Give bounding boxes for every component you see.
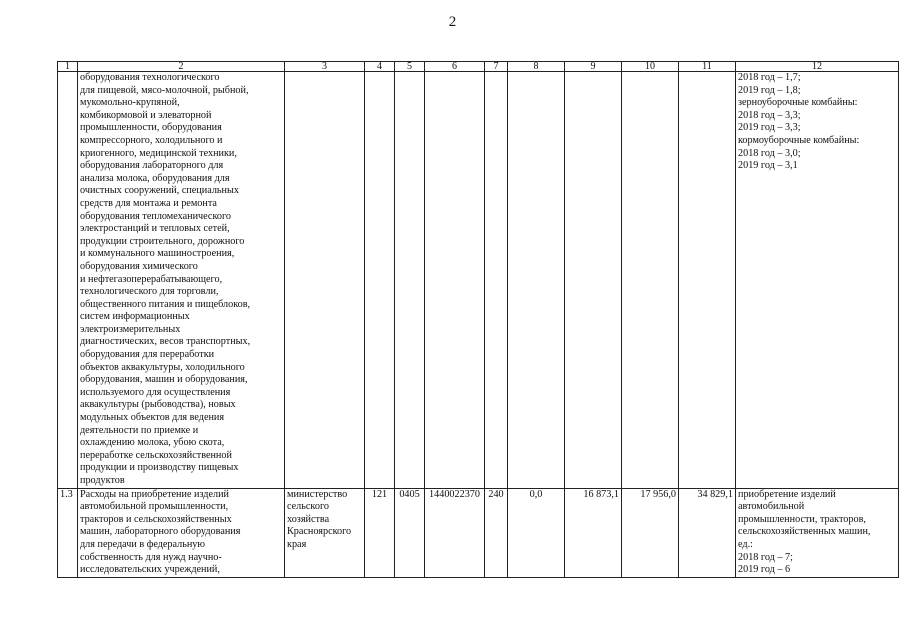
text-line: объектов аквакультуры, холодильного xyxy=(80,361,245,373)
text-line: Красноярского xyxy=(287,526,352,538)
text-line: собственность для нужд научно- xyxy=(80,551,222,563)
text-line: автомобильной промышленности, xyxy=(80,501,229,513)
text-line: комбикормовой и элеваторной xyxy=(80,109,212,121)
text-line: модульных объектов для ведения xyxy=(80,412,225,424)
header-cell: 2 xyxy=(78,62,285,72)
page-number: 2 xyxy=(448,14,457,30)
text-line: 2018 год – 1,7; xyxy=(738,72,801,83)
text-line: исследовательских учреждений, xyxy=(80,564,220,576)
header-cell: 1 xyxy=(58,62,78,72)
text-line: средств для монтажа и ремонта xyxy=(80,197,217,209)
text-line: промышленности, оборудования xyxy=(80,122,222,134)
text-line: края xyxy=(287,538,307,550)
text-line: электроизмерительных xyxy=(80,323,181,335)
text-line: очистных сооружений, специальных xyxy=(80,185,239,197)
text-line: переработке сельскохозяйственной xyxy=(80,449,232,461)
text-line: кормоуборочные комбайны: xyxy=(738,134,860,146)
text-line: оборудования лабораторного для xyxy=(80,160,224,172)
text-line: зерноуборочные комбайны: xyxy=(738,97,858,109)
text-line: используемого для осуществления xyxy=(80,386,231,398)
text-line: и нефтегазоперерабатывающего, xyxy=(80,273,223,285)
rzpr-code: 0405 xyxy=(395,488,425,577)
text-line: автомобильной xyxy=(738,501,805,513)
header-cell: 5 xyxy=(395,62,425,72)
text-line: для пищевой, мясо-молочной, рыбной, xyxy=(80,84,249,96)
text-line: диагностических, весов транспортных, xyxy=(80,336,251,348)
text-line: технологического для торговли, xyxy=(80,286,219,298)
text-line: 2019 год – 3,3; xyxy=(738,122,801,134)
value-col11: 34 829,1 xyxy=(679,488,736,577)
text-line: продуктов xyxy=(80,475,125,486)
text-line: продукции и производству пищевых xyxy=(80,462,239,474)
value-col8: 0,0 xyxy=(508,488,565,577)
header-cell: 4 xyxy=(365,62,395,72)
row-number: 1.3 xyxy=(58,488,78,577)
text-line: сельскохозяйственных машин, xyxy=(738,526,871,538)
text-line: 2018 год – 3,0; xyxy=(738,147,801,159)
text-line: для передачи в федеральную xyxy=(80,538,206,550)
text-line: хозяйства xyxy=(287,513,330,525)
header-cell: 12 xyxy=(736,62,899,72)
text-line: оборудования тепломеханического xyxy=(80,210,231,222)
row-executor xyxy=(285,488,365,577)
text-line: приобретение изделий xyxy=(738,488,836,500)
text-line: 2019 год – 1,8; xyxy=(738,84,801,96)
budget-table xyxy=(57,61,899,578)
header-cell: 3 xyxy=(285,62,365,72)
text-line: компрессорного, холодильного и xyxy=(80,134,223,146)
text-line: аквакультуры (рыбоводства), новых xyxy=(80,399,236,411)
row-name xyxy=(78,488,285,577)
text-line: машин, лабораторного оборудования xyxy=(80,526,241,538)
text-line: промышленности, тракторов, xyxy=(738,513,866,525)
text-line: 2018 год – 3,3; xyxy=(738,109,801,121)
text-line: оборудования химического xyxy=(80,260,198,272)
text-line: 2019 год – 6 xyxy=(738,564,791,576)
continued-row xyxy=(58,72,899,489)
header-cell: 11 xyxy=(679,62,736,72)
header-cell: 9 xyxy=(565,62,622,72)
value-col10: 17 956,0 xyxy=(622,488,679,577)
csr-code: 1440022370 xyxy=(425,488,485,577)
text-line: оборудования для переработки xyxy=(80,349,215,361)
text-line: и коммунального машиностроения, xyxy=(80,248,235,260)
text-line: 2019 год – 3,1 xyxy=(738,160,798,172)
header-cell: 8 xyxy=(508,62,565,72)
text-line: охлаждению молока, убою скота, xyxy=(80,437,225,449)
text-line: оборудования, машин и оборудования, xyxy=(80,374,248,386)
text-line: тракторов и сельскохозяйственных xyxy=(80,513,232,525)
table-row xyxy=(58,488,899,577)
text-line: деятельности по приемке и xyxy=(80,424,199,436)
text-line: мукомольно-крупяной, xyxy=(80,97,180,109)
text-line: анализа молока, оборудования для xyxy=(80,172,230,184)
text-line: общественного питания и пищеблоков, xyxy=(80,298,251,310)
vr-code: 240 xyxy=(485,488,508,577)
header-cell: 7 xyxy=(485,62,508,72)
header-cell: 10 xyxy=(622,62,679,72)
text-line: электростанций и тепловых сетей, xyxy=(80,223,230,235)
continued-result xyxy=(736,72,899,489)
text-line: 2018 год – 7; xyxy=(738,551,793,563)
header-row xyxy=(58,62,899,72)
value-col9: 16 873,1 xyxy=(565,488,622,577)
text-line: оборудования технологического xyxy=(80,72,220,83)
text-line: систем информационных xyxy=(80,311,190,323)
text-line: продукции строительного, дорожного xyxy=(80,235,245,247)
text-line: Расходы на приобретение изделий xyxy=(80,488,229,500)
text-line: ед.: xyxy=(738,538,753,550)
row-result xyxy=(736,488,899,577)
text-line: министерство xyxy=(287,488,348,500)
text-line: сельского xyxy=(287,501,329,513)
header-cell: 6 xyxy=(425,62,485,72)
text-line: криогенного, медицинской техники, xyxy=(80,147,237,159)
continued-description xyxy=(78,72,285,489)
grbs-code: 121 xyxy=(365,488,395,577)
